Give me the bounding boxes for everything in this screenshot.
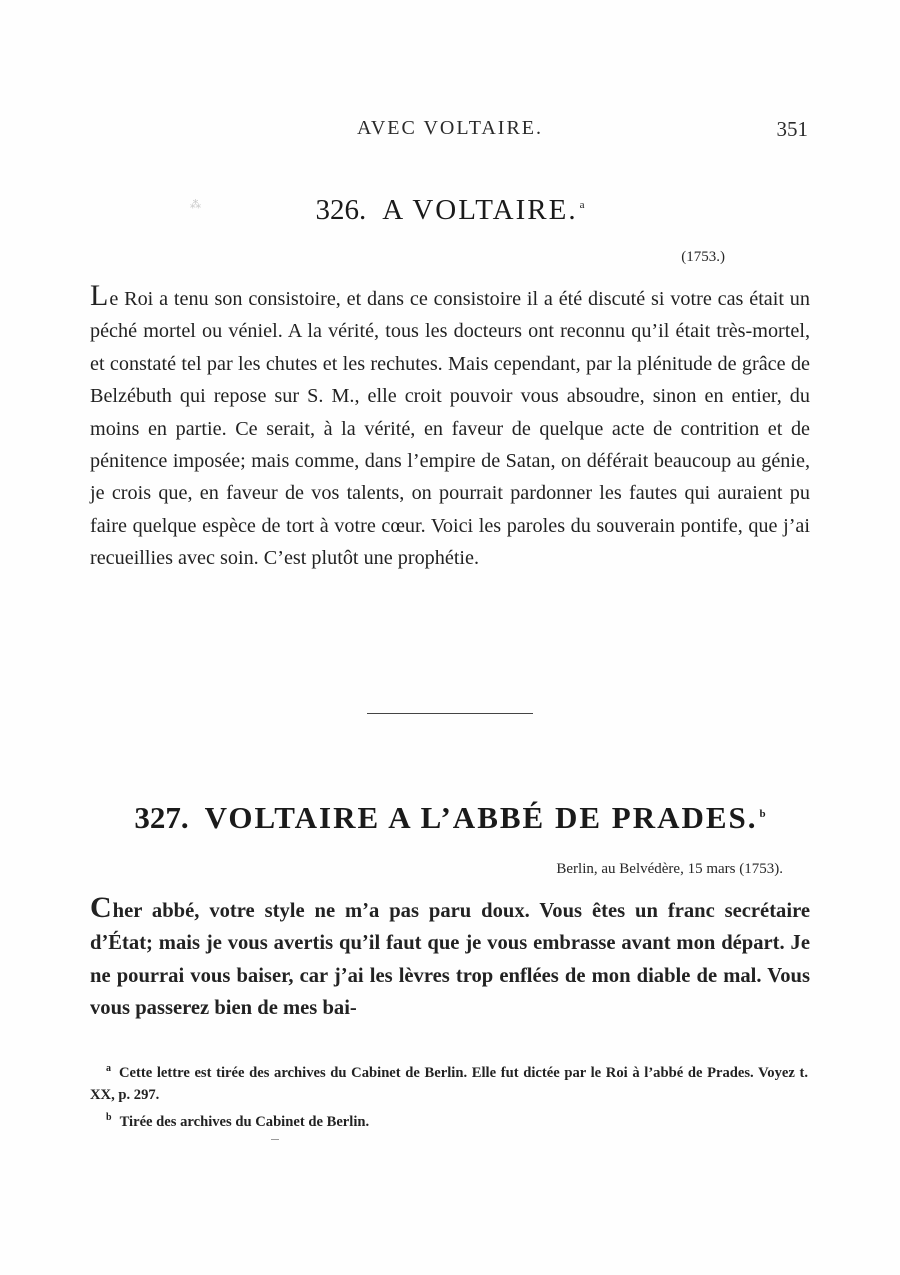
letter-heading: [90, 800, 810, 836]
letter-number: 326.: [315, 194, 367, 226]
footnote-mark: a: [106, 1063, 111, 1074]
drop-cap: C: [90, 891, 112, 924]
running-title: AVEC VOLTAIRE.: [356, 117, 544, 139]
footnote-text: Tirée des archives du Cabinet de Berlin.: [119, 1113, 370, 1130]
letter-text: her abbé, votre style ne m’a pas paru doux. Vous êtes un franc secrétaire d’État; mais je vous avertis qu’il faut que je vous embrasse avant mon départ. Je ne pourrai vous baiser, car j’ai les lèvres trop enflées de mon diable de mal. Vous vous passerez bien de mes bai-: [90, 900, 810, 1020]
letter-title: A VOLTAIRE.: [382, 194, 578, 226]
letter-body: [90, 279, 810, 575]
section-divider: [367, 713, 533, 714]
running-head: [90, 117, 810, 147]
footnote: [90, 1058, 808, 1107]
letter-dateline: Berlin, au Belvédère, 15 mars (1753).: [556, 861, 783, 877]
letter-body: [90, 891, 810, 1025]
letter-dateline: (1753.): [681, 249, 725, 265]
letter-title: VOLTAIRE A L’ABBÉ DE PRADES.: [204, 800, 758, 835]
paper-blemish: ⁂: [190, 199, 201, 211]
footnote-text: Cette lettre est tirée des archives du Cabinet de Berlin. Elle fut dictée par le Roi à l’abbé de Prades. Voyez t. XX, p. 297.: [90, 1064, 808, 1104]
footnotes: [90, 1058, 808, 1133]
footnote-reference: a: [579, 199, 585, 212]
letter-heading: [90, 194, 810, 227]
footnote-mark: b: [106, 1111, 112, 1123]
page-number: 351: [776, 117, 808, 141]
footnote: [90, 1107, 808, 1133]
footnote-reference: b: [759, 807, 766, 820]
stray-mark: [271, 1139, 279, 1140]
letter-number: 327.: [134, 800, 189, 835]
drop-cap: L: [90, 279, 109, 312]
letter-text: e Roi a tenu son consistoire, et dans ce consistoire il a été discuté si votre cas était un péché mortel ou véniel. A la vérité, tous les docteurs ont reconnu qu’il était très-mortel, et constaté tel par les chutes et les rechutes. Mais cependant, par la plénitude de grâce de Belzébuth qui repose sur S. M., elle croit pouvoir vous absoudre, sinon en entier, du moins en partie. Ce serait, à la vérité, en faveur de quelque acte de contrition et de pénitence imposée; mais comme, dans l’empire de Satan, on déférait beaucoup au génie, je crois que, en faveur de vos talents, on pourrait pardonner les fautes qui auraient pu faire quelque espèce de tort à votre cœur. Voici les paroles du souverain pontife, que j’ai recueillies avec soin. C’est plutôt une prophétie.: [90, 288, 810, 570]
